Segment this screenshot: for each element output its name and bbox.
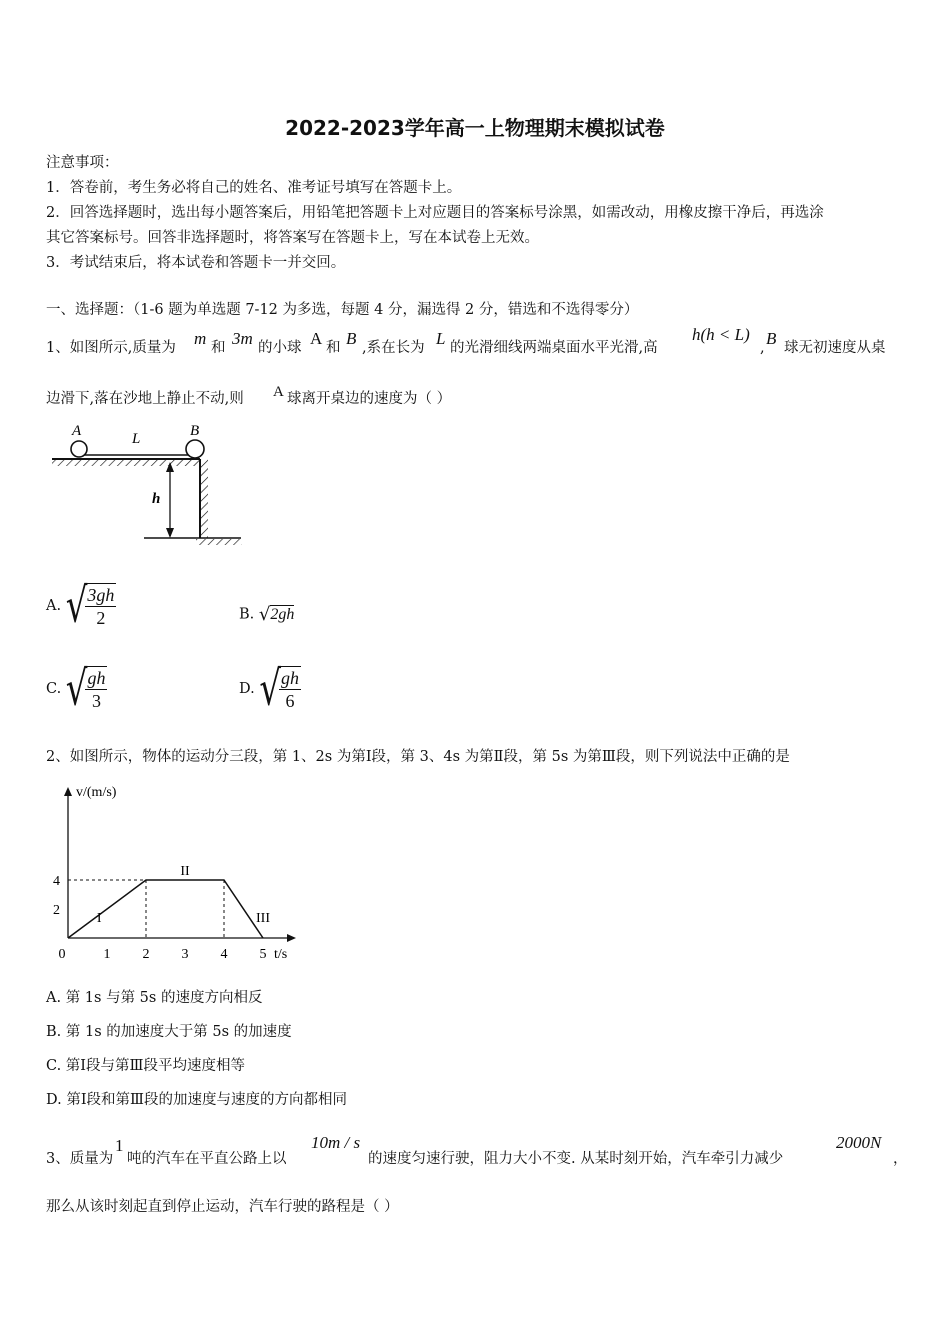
ball-b bbox=[186, 440, 204, 458]
q1-option-d[interactable] bbox=[239, 661, 301, 717]
notice-item-2a: 2．回答选择题时，选出每小题答案后，用铅笔把答题卡上对应题目的答案标号涂黑，如需改动，用橡皮擦干净后，再选涂 bbox=[46, 205, 824, 221]
q1-option-c[interactable] bbox=[46, 661, 107, 717]
q1-option-b-label: B. bbox=[239, 606, 255, 623]
segment-label: III bbox=[256, 911, 270, 927]
segment-label: II bbox=[180, 863, 190, 879]
section-heading: 一、选择题：（1-6 题为单选题 7-12 为多选，每题 4 分，漏选得 2 分，错选和不选得零分） bbox=[46, 302, 639, 318]
sqrt-symbol: √ bbox=[258, 604, 271, 625]
q2-stem: 2、如图所示，物体的运动分三段，第 1、2s 为第Ⅰ段，第 3、4s 为第Ⅱ段，第 5s 为第Ⅲ段，则下列说法中正确的是 bbox=[46, 749, 790, 765]
q1-text-3: 的小球 bbox=[258, 340, 302, 356]
x-tick-label: 3 bbox=[181, 947, 189, 962]
notice-item-2b: 其它答案标号。回答非选择题时，将答案写在答题卡上，写在本试卷上无效。 bbox=[46, 230, 539, 246]
arrow-head-down bbox=[166, 528, 174, 538]
sqrt-symbol: √ bbox=[259, 661, 281, 717]
q1-option-c-label: C. bbox=[46, 681, 62, 697]
wall-hatching bbox=[200, 459, 208, 538]
ball-a bbox=[71, 441, 87, 457]
label-h: h bbox=[152, 491, 161, 507]
ground-hatching bbox=[196, 539, 242, 545]
q1-option-b-expr: 2gh bbox=[270, 605, 295, 623]
y-tick-label: 4 bbox=[53, 874, 60, 889]
q1-option-a[interactable] bbox=[46, 578, 116, 634]
notice-item-3: 3．考试结束后，将本试卷和答题卡一并交回。 bbox=[46, 255, 346, 271]
q3-force-value: 2000N bbox=[836, 1133, 882, 1152]
q1-option-d-label: D. bbox=[239, 681, 255, 697]
q3-text-2: 吨的汽车在平直公路上以 bbox=[127, 1151, 287, 1167]
q1-length-l: L bbox=[436, 329, 446, 348]
notice-item-1: 1．答卷前，考生务必将自己的姓名、准考证号填写在答题卡上。 bbox=[46, 180, 462, 196]
q3-text-5: 那么从该时刻起直到停止运动，汽车行驶的路程是（ ） bbox=[46, 1199, 399, 1215]
sqrt-symbol: √ bbox=[65, 661, 88, 717]
q3-text-3: 的速度匀速行驶，阻力大小不变. 从某时刻开始，汽车牵引力减少 bbox=[368, 1151, 784, 1167]
table-hatching bbox=[52, 460, 200, 466]
x-tick-label: 2 bbox=[142, 947, 150, 962]
q1-figure bbox=[46, 418, 246, 553]
x-tick-label: 5 bbox=[259, 947, 267, 962]
label-b: B bbox=[190, 423, 200, 439]
q1-text-1: 1、如图所示,质量为 bbox=[46, 340, 176, 356]
q1-text-8: 球无初速度从桌 bbox=[784, 340, 886, 356]
q1-ball-b-2: B bbox=[766, 329, 777, 348]
q1-mass-m: m bbox=[194, 329, 207, 348]
q2-option-a[interactable]: A. 第 1s 与第 5s 的速度方向相反 bbox=[46, 990, 263, 1006]
q1-option-d-fraction: $\frac{gh}{6}$ bbox=[281, 668, 299, 711]
velocity-series-line bbox=[68, 880, 263, 938]
q1-option-b[interactable] bbox=[239, 604, 294, 625]
label-a: A bbox=[72, 423, 82, 439]
x-tick-label: 1 bbox=[103, 947, 111, 962]
q2-option-d[interactable]: D. 第Ⅰ段和第Ⅲ段的加速度与速度的方向都相同 bbox=[46, 1092, 348, 1108]
notice-heading: 注意事项： bbox=[46, 155, 119, 171]
label-l: L bbox=[132, 431, 141, 447]
q1-text-9: 边滑下,落在沙地上静止不动,则 bbox=[46, 391, 244, 407]
q3-mass-value: 1 bbox=[115, 1136, 124, 1155]
q1-ball-a: A bbox=[310, 329, 323, 348]
sqrt-symbol: √ bbox=[65, 578, 88, 634]
q1-text-7: , bbox=[760, 340, 765, 356]
x-tick-label: 4 bbox=[220, 947, 228, 962]
q1-option-a-label: A. bbox=[46, 598, 62, 614]
segment-label: I bbox=[96, 911, 102, 927]
y-axis-label: v/(m/s) bbox=[76, 785, 117, 800]
x-tick-label: 0 bbox=[58, 947, 66, 962]
q1-text-6: 的光滑细线两端桌面水平光滑,高 bbox=[450, 340, 658, 356]
q3-text-4: ， bbox=[893, 1151, 908, 1167]
q1-height-h: h(h < L) bbox=[692, 325, 750, 344]
x-axis-arrow bbox=[287, 934, 296, 942]
q1-text-2: 和 bbox=[211, 340, 226, 356]
x-axis-label: t/s bbox=[274, 947, 288, 962]
q1-text-10: 球离开桌边的速度为（ ） bbox=[287, 391, 452, 407]
q2-vt-chart bbox=[46, 778, 306, 968]
q2-option-b[interactable]: B. 第 1s 的加速度大于第 5s 的加速度 bbox=[46, 1024, 292, 1040]
q1-ball-a-2: A bbox=[273, 384, 284, 400]
y-tick-label: 2 bbox=[53, 903, 60, 918]
q1-option-a-fraction: $\frac{3gh}{2}$ bbox=[87, 585, 115, 628]
q1-text-5: ,系在长为 bbox=[362, 340, 425, 356]
q1-mass-3m: 3m bbox=[232, 329, 253, 348]
y-axis-arrow bbox=[64, 787, 72, 796]
q1-ball-b: B bbox=[346, 329, 357, 348]
page-title: 2022-2023学年高一上物理期末模拟试卷 bbox=[285, 116, 665, 140]
q3-text-1: 3、质量为 bbox=[46, 1151, 114, 1167]
q1-text-4: 和 bbox=[326, 340, 341, 356]
q3-speed-value: 10m / s bbox=[311, 1133, 361, 1152]
q1-option-c-fraction: $\frac{gh}{3}$ bbox=[87, 668, 106, 711]
q2-option-c[interactable]: C. 第Ⅰ段与第Ⅲ段平均速度相等 bbox=[46, 1058, 246, 1074]
